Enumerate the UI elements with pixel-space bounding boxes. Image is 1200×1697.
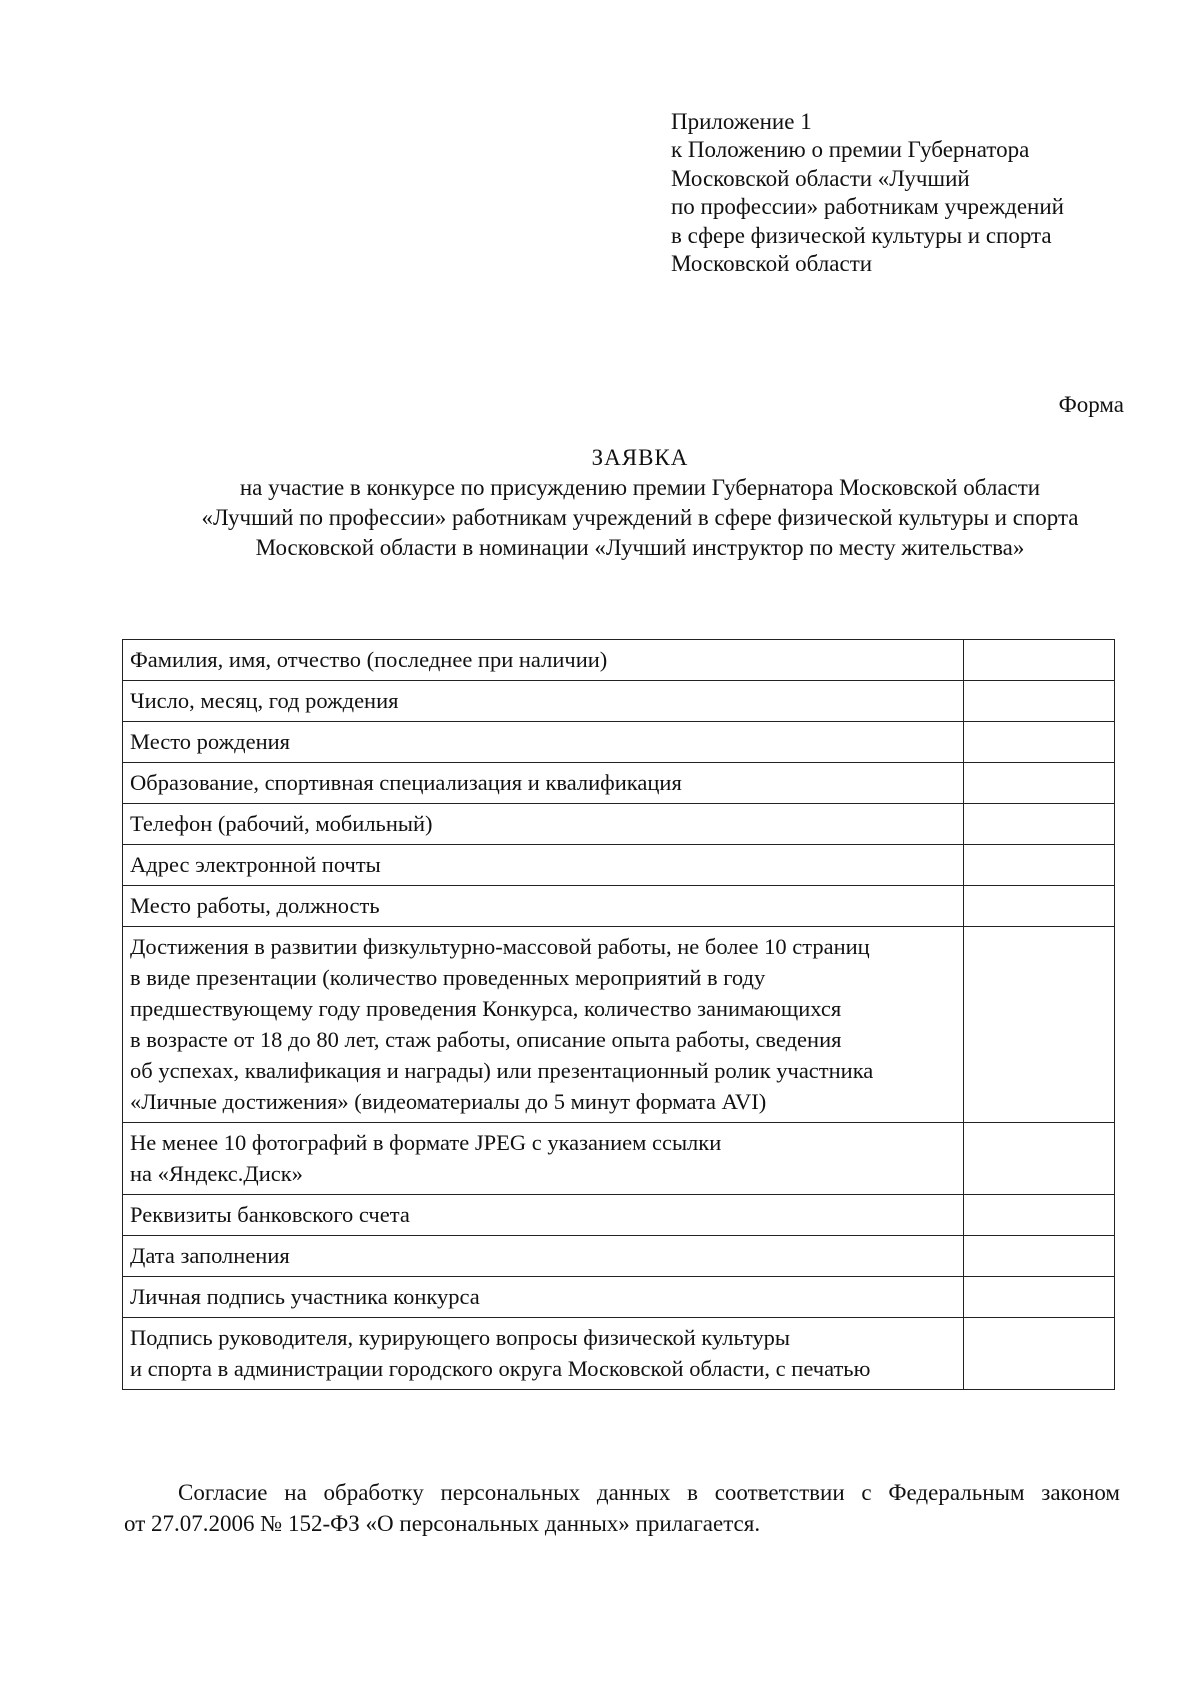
row-label-line: и спорта в администрации городского округа Московской области, с печатью: [130, 1356, 871, 1381]
table-row: [123, 1195, 1115, 1236]
document-title: ЗАЯВКА: [591, 445, 689, 470]
appendix-line: в сфере физической культуры и спорта: [671, 222, 1052, 248]
consent-line: Согласие на обработку персональных данных в соответствии с Федеральным законом: [178, 1480, 1120, 1505]
table-row: [123, 1318, 1115, 1390]
appendix-reference: [671, 108, 1151, 278]
table-row: [123, 640, 1115, 681]
row-label-line: на «Яндекс.Диск»: [130, 1161, 303, 1186]
row-label: [123, 681, 964, 722]
row-label: [123, 804, 964, 845]
document-heading: [150, 443, 1130, 563]
row-value-cell[interactable]: [964, 640, 1115, 681]
table-row: [123, 845, 1115, 886]
row-label: [123, 886, 964, 927]
table-row: [123, 1277, 1115, 1318]
form-label: Форма: [1058, 392, 1124, 417]
row-label: [123, 1195, 964, 1236]
row-label-line: Образование, спортивная специализация и квалификация: [130, 770, 682, 795]
row-value-cell[interactable]: [964, 1236, 1115, 1277]
row-value-cell[interactable]: [964, 886, 1115, 927]
row-label-line: Телефон (рабочий, мобильный): [130, 811, 433, 836]
document-subtitle-line: на участие в конкурсе по присуждению премии Губернатора Московской области: [239, 475, 1041, 500]
row-label: [123, 763, 964, 804]
table-row: [123, 681, 1115, 722]
row-label-line: предшествующему году проведения Конкурса, количество занимающихся: [130, 996, 842, 1021]
row-label-line: Дата заполнения: [130, 1243, 290, 1268]
row-value-cell[interactable]: [964, 804, 1115, 845]
row-value-cell[interactable]: [964, 1277, 1115, 1318]
row-label-line: «Личные достижения» (видеоматериалы до 5 минут формата AVI): [130, 1089, 767, 1114]
row-value-cell[interactable]: [964, 927, 1115, 1123]
row-value-cell[interactable]: [964, 845, 1115, 886]
row-value-cell[interactable]: [964, 1123, 1115, 1195]
row-label-line: Достижения в развитии физкультурно-массовой работы, не более 10 страниц: [130, 934, 870, 959]
row-label-line: Место работы, должность: [130, 893, 380, 918]
row-value-cell[interactable]: [964, 722, 1115, 763]
row-label-line: Подпись руководителя, курирующего вопросы физической культуры: [130, 1325, 791, 1350]
row-label-line: Реквизиты банковского счета: [130, 1202, 410, 1227]
appendix-line: по профессии» работникам учреждений: [671, 194, 1064, 220]
row-value-cell[interactable]: [964, 681, 1115, 722]
application-form-table: [122, 639, 1115, 1390]
appendix-line: Приложение 1: [671, 109, 812, 134]
table-row: [123, 927, 1115, 1123]
row-label-line: Не менее 10 фотографий в формате JPEG с указанием ссылки: [130, 1130, 722, 1155]
row-label: [123, 1123, 964, 1195]
appendix-line: Московской области «Лучший: [671, 165, 970, 191]
row-label: [123, 1236, 964, 1277]
table-row: [123, 1236, 1115, 1277]
document-subtitle-line: «Лучший по профессии» работникам учреждений в сфере физической культуры и спорта: [201, 505, 1079, 530]
row-label-line: Личная подпись участника конкурса: [130, 1284, 480, 1309]
consent-paragraph: [124, 1477, 1120, 1539]
table-row: [123, 763, 1115, 804]
row-label-line: Место рождения: [130, 729, 291, 754]
row-value-cell[interactable]: [964, 1318, 1115, 1390]
row-label-line: об успехах, квалификация и награды) или презентационный ролик участника: [130, 1058, 874, 1083]
document-subtitle-line: Московской области в номинации «Лучший инструктор по месту жительства»: [255, 535, 1025, 560]
row-label: [123, 722, 964, 763]
row-label: [123, 845, 964, 886]
table-row: [123, 722, 1115, 763]
row-label: [123, 927, 964, 1123]
table-row: [123, 804, 1115, 845]
row-label-line: Адрес электронной почты: [130, 852, 381, 877]
table-row: [123, 1123, 1115, 1195]
consent-line: от 27.07.2006 № 152-ФЗ «О персональных данных» прилагается.: [124, 1511, 761, 1536]
appendix-line: к Положению о премии Губернатора: [671, 137, 1030, 163]
row-label-line: в возрасте от 18 до 80 лет, стаж работы, описание опыта работы, сведения: [130, 1027, 842, 1052]
table-row: [123, 886, 1115, 927]
row-label: [123, 1277, 964, 1318]
row-label: [123, 1318, 964, 1390]
appendix-line: Московской области: [671, 251, 873, 277]
row-label: [123, 640, 964, 681]
row-label-line: Фамилия, имя, отчество (последнее при наличии): [130, 647, 608, 672]
row-value-cell[interactable]: [964, 1195, 1115, 1236]
row-label-line: в виде презентации (количество проведенных мероприятий в году: [130, 965, 766, 990]
row-value-cell[interactable]: [964, 763, 1115, 804]
row-label-line: Число, месяц, год рождения: [130, 688, 399, 713]
